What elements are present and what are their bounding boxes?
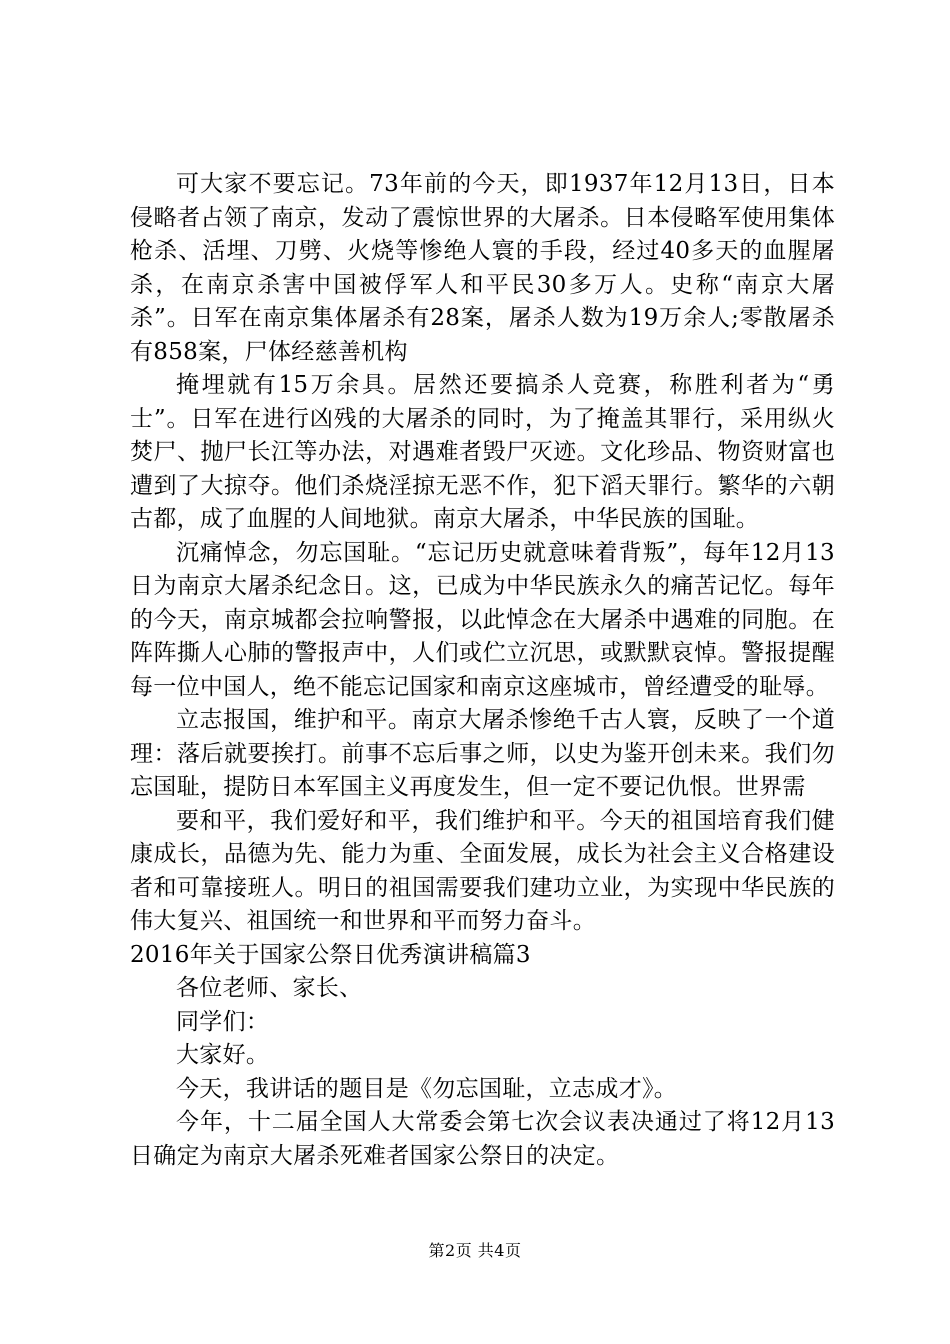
paragraph-final: 今年，十二届全国人大常委会第七次会议表决通过了将12月13日确定为南京大屠杀死难者国家公祭日的决定。 <box>130 1109 835 1169</box>
paragraph-5: 要和平，我们爱好和平，我们维护和平。今天的祖国培育我们健康成长，品德为先、能力为重、全面发展，成长为社会主义合格建设者和可靠接班人。明日的祖国需要我们建功立业，为实现中华民族的伟大复兴、祖国统一和世界和平而努力奋斗。 <box>130 807 835 934</box>
document-body <box>130 168 835 1173</box>
section-heading: 2016年关于国家公祭日优秀演讲稿篇3 <box>130 941 531 968</box>
page-number-footer: 第2页 共4页 <box>428 1241 522 1260</box>
salutation-line-2: 同学们： <box>176 1008 270 1035</box>
speech-topic: 今天，我讲话的题目是《勿忘国耻，立志成才》。 <box>176 1075 678 1102</box>
greeting: 大家好。 <box>176 1042 270 1068</box>
salutation-line-1: 各位老师、家长、 <box>176 975 363 1001</box>
paragraph-3: 沉痛悼念，勿忘国耻。“忘记历史就意味着背叛”，每年12月13日为南京大屠杀纪念日。这，已成为中华民族永久的痛苦记忆。每年的今天，南京城都会拉响警报，以此悼念在大屠杀中遇难的同胞。在阵阵撕人心肺的警报声中，人们或伫立沉思，或默默哀悼。警报提醒每一位中国人，绝不能忘记国家和南京这座城市，曾经遭受的耻辱。 <box>130 539 835 700</box>
paragraph-4: 立志报国，维护和平。南京大屠杀惨绝千古人寰，反映了一个道理：落后就要挨打。前事不忘后事之师，以史为鉴开创未来。我们勿忘国耻，提防日本军国主义再度发生，但一定不要记仇恨。世界需 <box>130 707 835 800</box>
paragraph-2: 掩埋就有15万余具。居然还要搞杀人竞赛，称胜利者为“勇士”。日军在进行凶残的大屠杀的同时，为了掩盖其罪行，采用纵火焚尸、抛尸长江等办法，对遇难者毁尸灭迹。文化珍品、物资财富也遭到了大掠夺。他们杀烧淫掠无恶不作，犯下滔天罪行。繁华的六朝古都，成了血腥的人间地狱。南京大屠杀，中华民族的国耻。 <box>130 372 835 532</box>
paragraph-1: 可大家不要忘记。73年前的今天，即1937年12月13日，日本侵略者占领了南京，发动了震惊世界的大屠杀。日本侵略军使用集体枪杀、活埋、刀劈、火烧等惨绝人寰的手段，经过40多天的血腥屠杀，在南京杀害中国被俘军人和平民30多万人。史称“南京大屠杀”。日军在南京集体屠杀有28案，屠杀人数为19万余人;零散屠杀有858案，尸体经慈善机构 <box>130 171 835 365</box>
